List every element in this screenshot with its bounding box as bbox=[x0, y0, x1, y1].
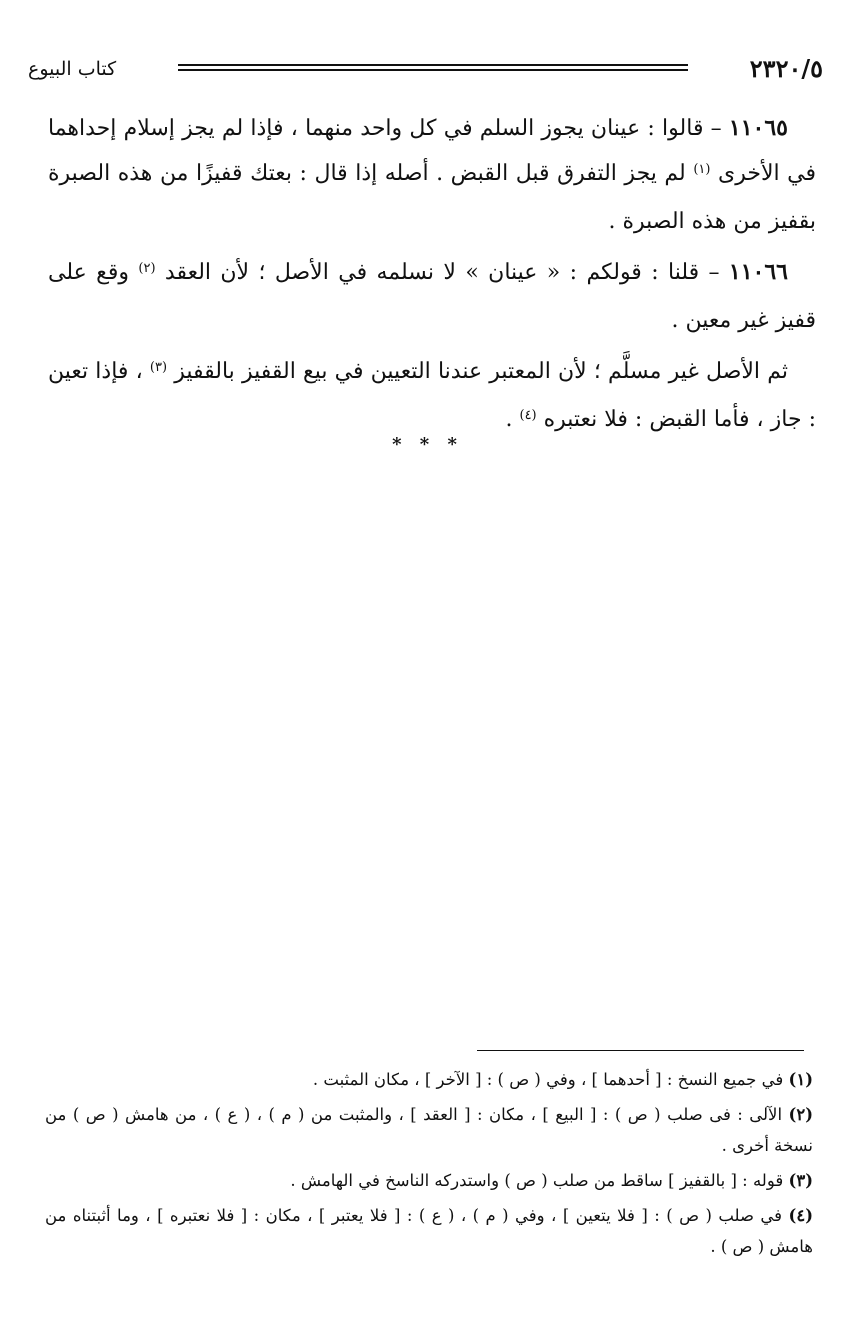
paragraph-text: لم يجز التفرق قبل القبض . أصله إذا قال : بعتك قفيزًا من هذه الصبرة بقفيز من هذه الصبرة . bbox=[48, 161, 816, 234]
footnote-4 bbox=[45, 1200, 813, 1262]
running-title: كتاب البيوع bbox=[28, 58, 117, 80]
footnote-ref-2[interactable]: (٢) bbox=[138, 261, 156, 276]
paragraph-11065 bbox=[48, 106, 816, 244]
paragraph-number: ١١٠٦٥ bbox=[728, 115, 788, 141]
paragraph-number: ١١٠٦٦ bbox=[728, 259, 788, 285]
footnote-text: في صلب ( ص ) : [ فلا يتعين ] ، وفي ( م ) ، ( ع ) : [ فلا يعتبر ] ، مكان : [ فلا نعتبره ] ، وما أثبتناه من هامش ( ص ) . bbox=[45, 1206, 813, 1256]
footnote-rule bbox=[477, 1050, 804, 1051]
page-number: ٢٣٢٠/٥ bbox=[749, 54, 823, 83]
footnote-number: (٣) bbox=[788, 1171, 813, 1190]
paragraph-text: ثم الأصل غير مسلَّم ؛ لأن المعتبر عندنا التعيين في بيع القفيز بالقفيز bbox=[167, 359, 788, 384]
footnote-3 bbox=[45, 1165, 813, 1196]
header-double-rule bbox=[178, 64, 688, 71]
paragraph-text: وقع على قفيز غير معين . bbox=[48, 260, 816, 333]
footnote-text: قوله : [ بالقفيز ] ساقط من صلب ( ص ) واستدركه الناسخ في الهامش . bbox=[290, 1171, 789, 1190]
paragraph-11066 bbox=[48, 250, 816, 343]
footnote-number: (١) bbox=[788, 1070, 813, 1089]
paragraph-text: – قالوا : عينان يجوز السلم في كل واحد منهما ، فإذا لم يجز إسلام إحداهما في الأخرى bbox=[48, 116, 816, 186]
paragraph-text: – قلنا : قولكم : « عينان » لا نسلمه في الأصل ؛ لأن العقد bbox=[155, 260, 729, 285]
footnote-ref-3[interactable]: (٣) bbox=[149, 360, 168, 375]
footnote-text: الآلى : فى صلب ( ص ) : [ البيع ] ، مكان : [ العقد ] ، والمثبت من ( م ) ، ( ع ) ، من هامش ( ص ) من نسخة أخرى . bbox=[45, 1105, 813, 1155]
footnote-ref-1[interactable]: (١) bbox=[693, 162, 711, 177]
footnote-ref-4[interactable]: (٤) bbox=[519, 408, 537, 423]
footnote-text: في جميع النسخ : [ أحدهما ] ، وفي ( ص ) : [ الآخر ] ، مكان المثبت . bbox=[312, 1070, 789, 1089]
footnote-number: (٤) bbox=[788, 1206, 813, 1225]
main-text bbox=[48, 106, 816, 451]
footnotes bbox=[45, 1064, 813, 1266]
paragraph-continuation bbox=[48, 349, 816, 445]
footnote-number: (٢) bbox=[788, 1105, 813, 1124]
paragraph-text: . bbox=[505, 407, 520, 432]
footnote-1 bbox=[45, 1064, 813, 1095]
paragraph-text: ، فإذا تعين : جاز ، فأما القبض : فلا نعتبره bbox=[48, 359, 816, 432]
section-separator: * * * bbox=[392, 434, 463, 455]
footnote-2 bbox=[45, 1099, 813, 1161]
page-header bbox=[28, 52, 823, 88]
